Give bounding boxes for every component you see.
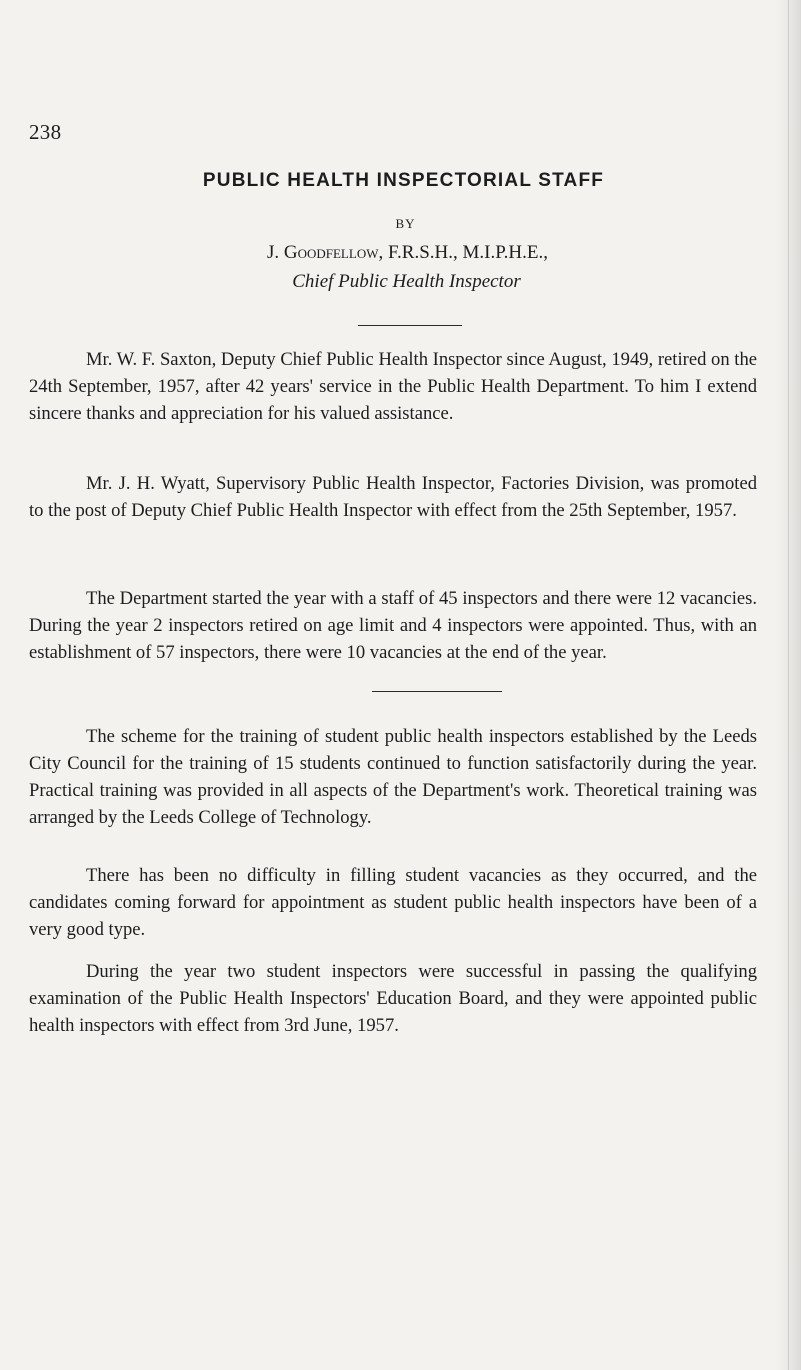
paragraph-examination: During the year two student inspectors were successful in passing the qualifying examination of the Public Health Inspectors' Education Board, and they were appointed public health inspectors with effect from 3rd June, 1957.	[29, 961, 757, 1036]
byline: BY	[395, 216, 416, 231]
paragraph-wyatt-promotion: Mr. J. H. Wyatt, Supervisory Public Health Inspector, Factories Division, was promoted to the post of Deputy Chief Public Health Inspector with effect from the 25th September, 1957.	[29, 473, 757, 521]
section-heading: PUBLIC HEALTH INSPECTORIAL STAFF	[202, 170, 605, 191]
page-binding-edge	[788, 0, 789, 1370]
author-title: Chief Public Health Inspector	[292, 271, 521, 292]
paragraph-saxton-retirement: Mr. W. F. Saxton, Deputy Chief Public Health Inspector since August, 1949, retired on the 24th September, 1957, after 42 years' service in the Public Health Department. To him I extend sincere thanks and appreciation for his valued assistance.	[29, 349, 757, 424]
divider-rule	[372, 691, 502, 692]
paragraph-training-scheme: The scheme for the training of student public health inspectors established by the Leeds City Council for the training of 15 students continued to function satisfactorily during the year. Practical training was provided in all aspects of the Department's work. Theoretical training was arranged by the Leeds College of Technology.	[29, 726, 757, 828]
page-number: 238	[29, 120, 62, 144]
author-name: J. Goodfellow, F.R.S.H., M.I.P.H.E.,	[266, 242, 548, 263]
divider-rule	[358, 325, 462, 326]
paragraph-staffing: The Department started the year with a staff of 45 inspectors and there were 12 vacancies. During the year 2 inspectors retired on age limit and 4 inspectors were appointed. Thus, with an establishment of 57 inspectors, there were 10 vacancies at the end of the year.	[29, 588, 757, 663]
paragraph-student-vacancies: There has been no difficulty in filling student vacancies as they occurred, and the candidates coming forward for appointment as student public health inspectors have been of a very good type.	[29, 865, 757, 940]
